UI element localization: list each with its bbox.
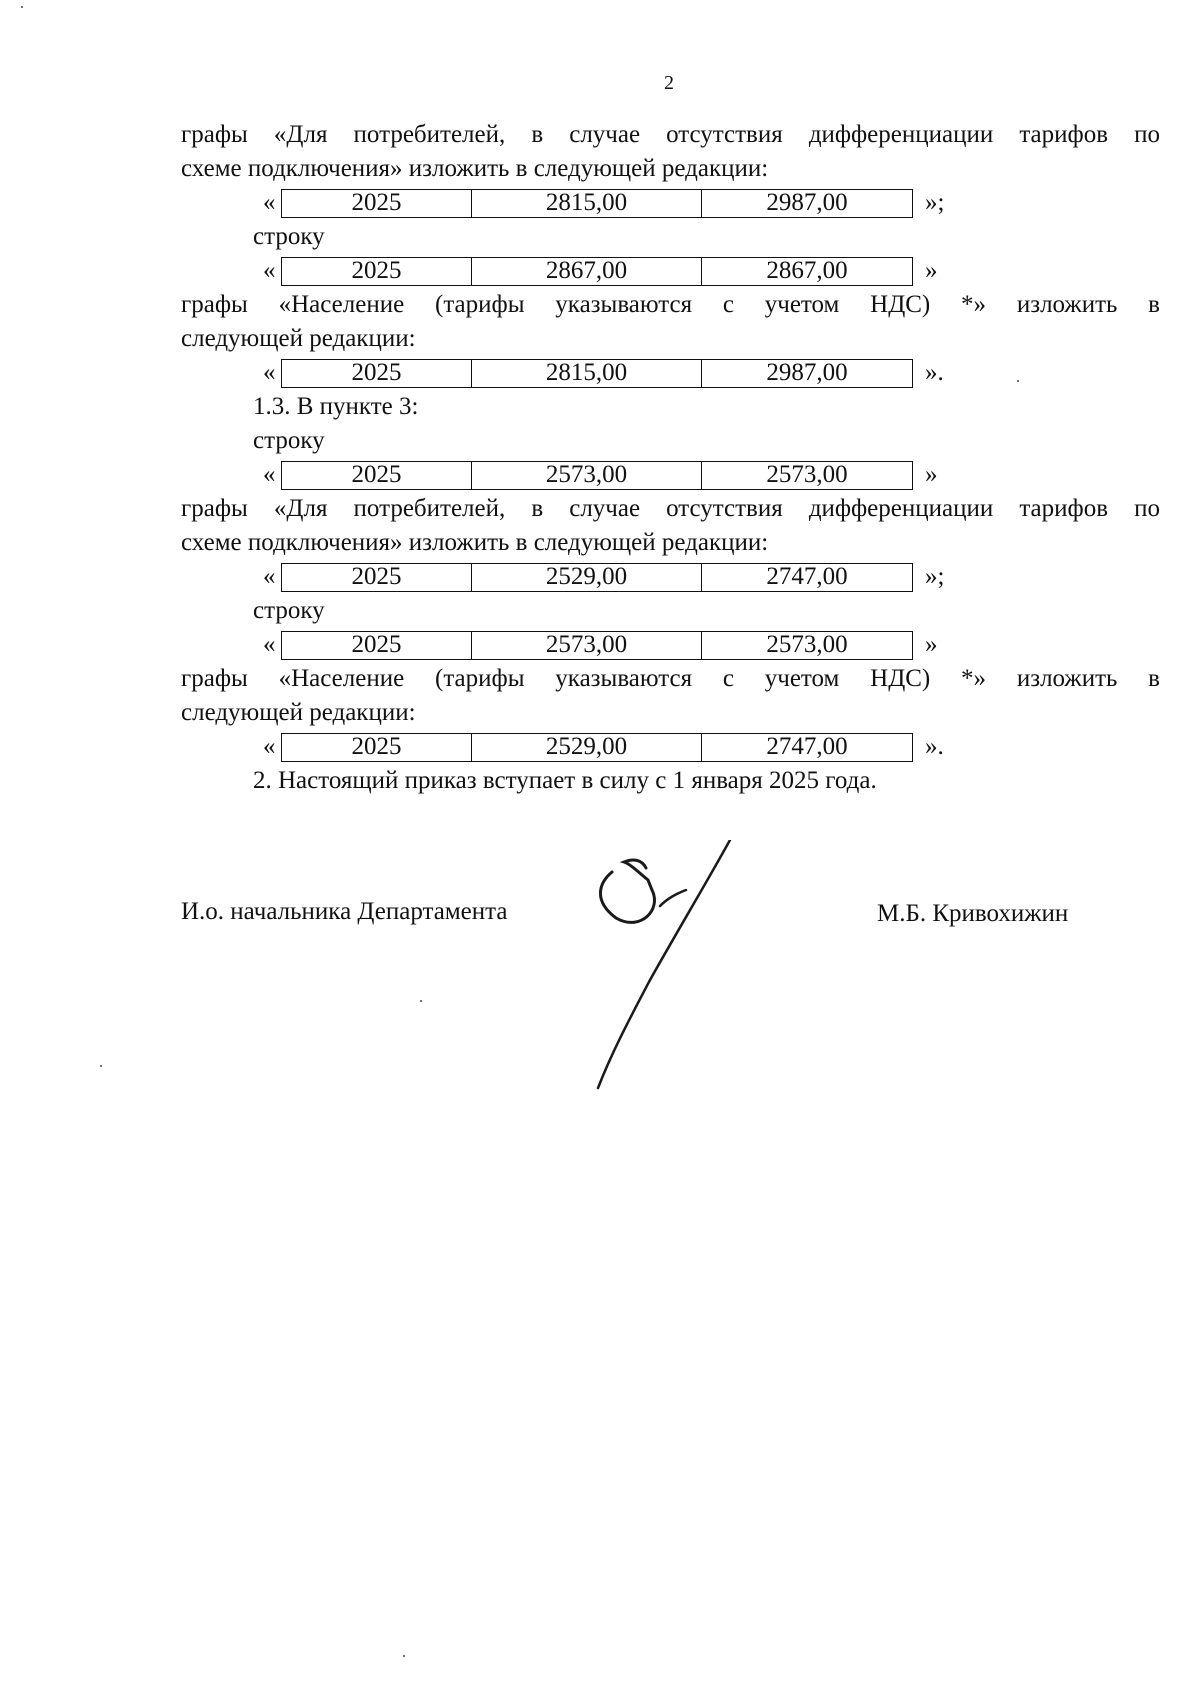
tariff-value-cell: 2573,00	[766, 461, 848, 488]
tariff-row	[181, 560, 1160, 594]
scan-speck	[100, 1065, 102, 1067]
tariff-value-cell: 2747,00	[766, 563, 848, 590]
tariff-table	[281, 461, 913, 490]
year-cell: 2025	[282, 190, 472, 217]
tariff-value-cell: 2573,00	[472, 462, 702, 489]
tariff-table	[281, 359, 913, 388]
scan-speck	[21, 6, 23, 8]
tariff-table	[281, 733, 913, 762]
indented-line: 1.3. В пункте 3:	[253, 393, 419, 420]
quote-open: «	[263, 257, 276, 284]
quote-open: «	[263, 189, 276, 216]
quote-close: »	[925, 257, 938, 284]
tariff-value-cell: 2867,00	[766, 257, 848, 284]
handwritten-signature	[590, 840, 760, 1090]
tariff-row	[181, 254, 1160, 288]
tariff-value-cell: 2867,00	[472, 258, 702, 285]
quote-close: ».	[925, 733, 944, 760]
signatory-title: И.о. начальника Департамента	[181, 898, 508, 925]
tariff-row	[181, 730, 1160, 764]
paragraph-line: схеме подключения» изложить в следующей редакции:	[181, 529, 769, 556]
year-cell: 2025	[282, 462, 472, 489]
indented-line: строку	[253, 597, 325, 624]
tariff-row	[181, 628, 1160, 662]
quote-open: «	[263, 733, 276, 760]
tariff-table	[281, 257, 913, 286]
tariff-value-cell: 2529,00	[472, 734, 702, 761]
quote-close: »;	[925, 563, 945, 590]
scan-speck	[1017, 380, 1019, 382]
scan-speck	[403, 1655, 405, 1657]
tariff-value-cell: 2573,00	[766, 631, 848, 658]
year-cell: 2025	[282, 564, 472, 591]
tariff-table	[281, 563, 913, 592]
paragraph-line: графы «Для потребителей, в случае отсутствия дифференциации тарифов по	[181, 121, 1160, 148]
indented-line: строку	[253, 427, 325, 454]
quote-open: «	[263, 631, 276, 658]
year-cell: 2025	[282, 258, 472, 285]
scan-speck	[420, 1000, 422, 1002]
paragraph-line: графы «Население (тарифы указываются с учетом НДС) *» изложить в	[181, 665, 1160, 692]
signatory-name: М.Б. Кривохижин	[877, 900, 1069, 927]
document-body	[181, 118, 1160, 798]
quote-close: »	[925, 461, 938, 488]
paragraph-line: схеме подключения» изложить в следующей редакции:	[181, 155, 769, 182]
tariff-value-cell: 2987,00	[766, 359, 848, 386]
year-cell: 2025	[282, 632, 472, 659]
quote-close: ».	[925, 359, 944, 386]
tariff-row	[181, 186, 1160, 220]
paragraph-line: графы «Для потребителей, в случае отсутствия дифференциации тарифов по	[181, 495, 1160, 522]
tariff-table	[281, 631, 913, 660]
indented-line: строку	[253, 223, 325, 250]
indented-line: 2. Настоящий приказ вступает в силу с 1 января 2025 года.	[253, 767, 877, 794]
tariff-value-cell: 2815,00	[472, 190, 702, 217]
paragraph-line: следующей редакции:	[181, 325, 416, 352]
tariff-value-cell: 2573,00	[472, 632, 702, 659]
tariff-table	[281, 189, 913, 218]
quote-open: «	[263, 359, 276, 386]
year-cell: 2025	[282, 734, 472, 761]
quote-close: »	[925, 631, 938, 658]
paragraph-line: следующей редакции:	[181, 699, 416, 726]
paragraph-line: графы «Население (тарифы указываются с учетом НДС) *» изложить в	[181, 291, 1160, 318]
quote-close: »;	[925, 189, 945, 216]
tariff-row	[181, 356, 1160, 390]
tariff-value-cell: 2987,00	[766, 189, 848, 216]
year-cell: 2025	[282, 360, 472, 387]
tariff-value-cell: 2747,00	[766, 733, 848, 760]
page-number: 2	[664, 72, 674, 94]
quote-open: «	[263, 563, 276, 590]
quote-open: «	[263, 461, 276, 488]
tariff-row	[181, 458, 1160, 492]
tariff-value-cell: 2815,00	[472, 360, 702, 387]
tariff-value-cell: 2529,00	[472, 564, 702, 591]
